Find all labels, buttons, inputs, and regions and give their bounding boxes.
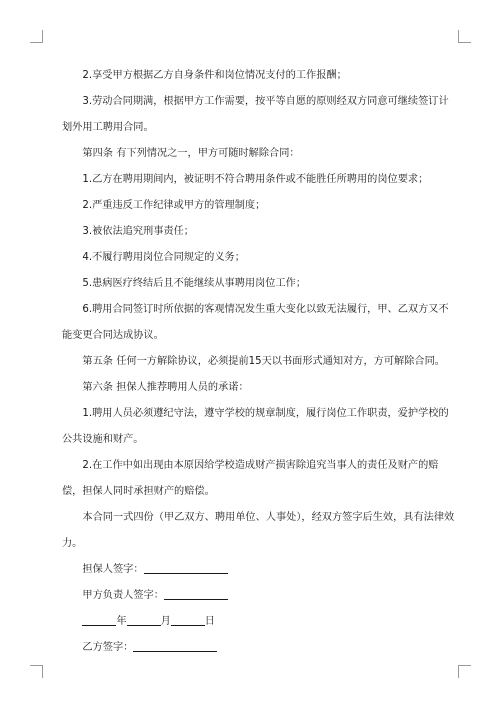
guarantor-signature-label: 担保人签字： <box>82 564 144 575</box>
party-b-signature-line <box>62 635 458 661</box>
year-field[interactable] <box>82 614 116 626</box>
paragraph-termination-2: 2.严重违反工作纪律或甲方的管理制度； <box>82 200 266 211</box>
paragraph-termination-5: 5.患病医疗终结后且不能继续从事聘用岗位工作； <box>82 278 307 289</box>
month-field[interactable] <box>127 614 161 626</box>
day-field[interactable] <box>171 614 205 626</box>
document-body <box>62 63 458 661</box>
day-label: 日 <box>204 616 215 627</box>
crop-mark-top-left <box>30 30 43 43</box>
party-a-signature-line <box>62 583 458 609</box>
paragraph-termination-6: 6.聘用合同签订时所依据的客观情况发生重大变化以致无法履行，甲、乙双方又不能变更合同达成协议。 <box>62 304 449 341</box>
paragraph-contract-renewal: 3.劳动合同期满，根据甲方工作需要，按平等自愿的原则经双方同意可继续签订计划外用工聘用合同。 <box>62 96 449 133</box>
paragraph-commitment-2: 2.在工作中如出现由本原因给学校造成财产损害除追究当事人的责任及财产的赔偿，担保人同时承担财产的赔偿。 <box>62 460 439 497</box>
guarantor-signature-field[interactable] <box>144 562 228 574</box>
crop-mark-top-right <box>458 30 471 43</box>
paragraph-commitment-1: 1.聘用人员必须遵纪守法，遵守学校的规章制度，履行岗位工作职责，爱护学校的公共设施和财产。 <box>62 408 449 445</box>
guarantor-signature-line <box>62 557 458 583</box>
article-five: 第五条 任何一方解除协议，必须提前15天以书面形式通知对方，方可解除合同。 <box>82 356 445 367</box>
paragraph-termination-1: 1.乙方在聘用期间内，被证明不符合聘用条件或不能胜任所聘用的岗位要求； <box>82 174 429 185</box>
party-b-signature-label: 乙方签字： <box>82 642 134 653</box>
paragraph-termination-4: 4.不履行聘用岗位合同规定的义务； <box>82 252 245 263</box>
paragraph-salary: 2.享受甲方根据乙方自身条件和岗位情况支付的工作报酬； <box>82 70 347 81</box>
month-label: 月 <box>160 616 171 627</box>
paragraph-termination-3: 3.被依法追究刑事责任； <box>82 226 194 237</box>
party-a-signature-field[interactable] <box>164 588 228 600</box>
crop-mark-bottom-left <box>30 665 43 678</box>
paragraph-copies: 本合同一式四份（甲乙双方、聘用单位、人事处），经双方签字后生效，具有法律效力。 <box>62 512 455 549</box>
party-b-signature-field[interactable] <box>133 640 217 652</box>
party-a-signature-label: 甲方负责人签字： <box>82 590 164 601</box>
article-four-heading: 第四条 有下列情况之一，甲方可随时解除合同： <box>82 148 300 159</box>
article-six-heading: 第六条 担保人推荐聘用人员的承诺： <box>82 382 249 393</box>
year-label: 年 <box>116 616 127 627</box>
crop-mark-bottom-right <box>458 665 471 678</box>
date-line <box>62 609 458 635</box>
